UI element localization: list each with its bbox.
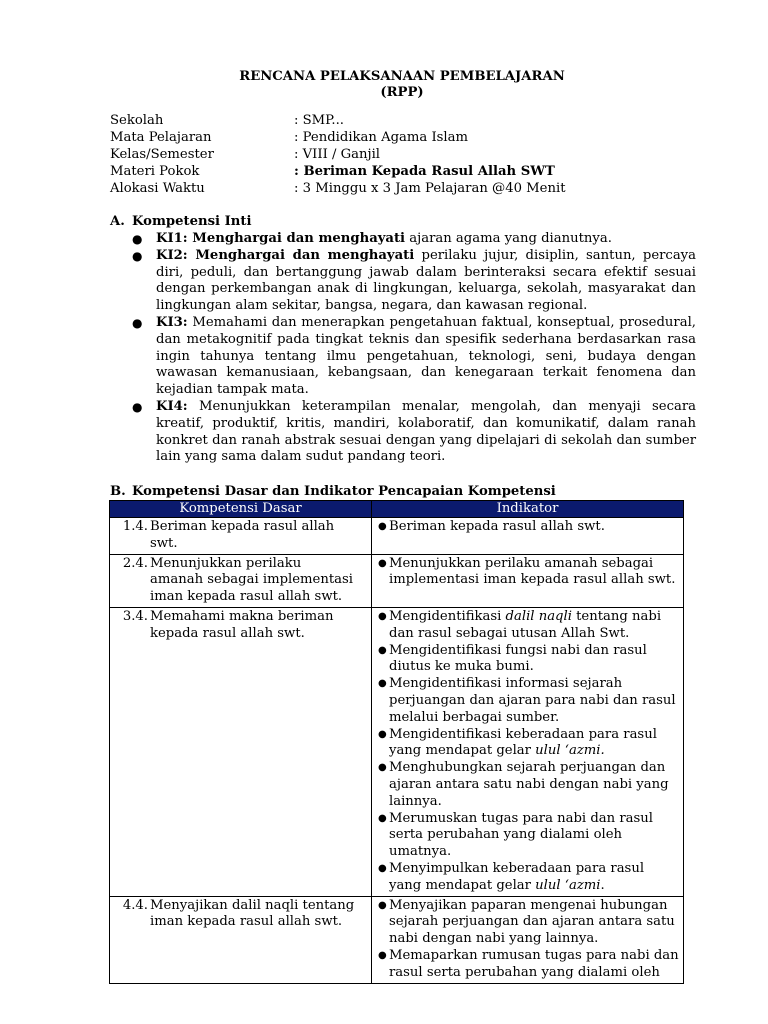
info-label: Sekolah [110,113,164,128]
info-label: Alokasi Waktu [110,181,205,196]
info-value: : Beriman Kepada Rasul Allah SWT [294,164,555,179]
table-row [110,554,684,607]
table-header-row [110,501,684,518]
info-value: : VIII / Ganjil [294,147,381,162]
info-row [110,113,710,130]
info-table [110,113,710,198]
indicator-italic: ulul ‘azmi [535,877,601,893]
list-item [372,760,680,810]
kd-text: Beriman kepada rasul allah swt. [150,519,335,551]
info-row [110,164,710,181]
info-row [110,147,710,164]
list-item [372,676,680,726]
list-item [372,609,680,643]
section-letter: A. [110,214,125,229]
kd-text: Menunjukkan perilaku amanah sebagai implementasi iman kepada rasul allah swt. [150,555,353,605]
list-item [110,315,696,399]
kd-number: 3.4. [122,608,148,624]
bullet-icon: ● [378,610,387,622]
bullet-icon: ● [378,521,387,532]
document-subtitle: (RPP) [380,85,424,100]
document-title: RENCANA PELAKSANAAN PEMBELAJARAN [239,69,565,84]
bullet-icon: ● [378,644,387,656]
ki-label: KI2: Menghargai dan menghayati [156,247,415,263]
indicator-italic: ulul ‘azmi. [535,743,605,759]
indicator-list [372,609,680,895]
kd-number: 4.4. [122,897,148,913]
section-letter: B. [110,484,126,499]
section-heading [110,214,696,231]
info-label: Materi Pokok [110,164,200,179]
indicator-text: Menghubungkan sejarah perjuangan dan ajaran antara satu nabi dengan nabi yang lainnya. [389,760,669,809]
list-item [372,519,680,536]
indicator-text: Mengidentifikasi [389,608,506,624]
bullet-icon: ● [132,315,143,330]
kd-text: Memahami makna beriman kepada rasul allah swt. [150,608,334,641]
kd-cell [110,896,372,983]
bullet-icon: ● [132,399,143,414]
list-item [372,727,680,761]
kd-number: 2.4. [122,555,148,571]
kd-table [109,500,684,984]
list-item [372,861,680,895]
ki-text: ajaran agama yang dianutnya. [405,231,612,246]
ki-text: Menunjukkan keterampilan menalar, mengolah, dan menyaji secara kreatif, produktif, kritis, mandiri, kolaboratif, dan komunikatif, dalam ranah konkret dan ranah abstrak sesuai dengan yang dipelajari di sekolah dan sumber lain yang sama dalam sudut pandang teori. [156,398,696,465]
column-header-indikator: Indikator [372,501,684,518]
ki-label: KI3: [156,314,188,330]
ki-label: KI1: Menghargai dan menghayati [156,231,406,246]
kd-text: Menyajikan dalil naqli tentang iman kepada rasul allah swt. [150,897,355,930]
kd-cell [110,607,372,896]
list-item [372,556,680,590]
indicator-text: Menyajikan paparan mengenai hubungan sejarah perjuangan dan ajaran antara satu nabi dengan nabi yang lainnya. [389,897,675,947]
list-item [110,248,696,315]
bullet-icon: ● [378,678,387,690]
indicator-text: Merumuskan tugas para nabi dan rasul serta perubahan yang dialami oleh umatnya. [389,810,653,860]
list-item [372,811,680,861]
indicator-text: Beriman kepada rasul allah swt. [389,519,605,534]
indicator-text: Menyimpulkan keberadaan para rasul yang mendapat gelar [389,860,645,893]
bullet-icon: ● [378,762,387,774]
kd-cell [110,554,372,607]
section-kompetensi-dasar-heading [110,484,685,501]
kd-cell [110,518,372,555]
section-kompetensi-inti [110,214,696,466]
info-value: : Pendidikan Agama Islam [294,130,469,145]
table-row [110,518,684,555]
indicator-text: Mengidentifikasi fungsi nabi dan rasul diutus ke muka bumi. [389,642,647,675]
indicator-text: Mengidentifikasi informasi sejarah perjuangan dan ajaran para nabi dan rasul melalui berbagai sumber. [389,676,676,725]
info-row [110,130,710,147]
info-row [110,181,710,198]
bullet-icon: ● [378,899,387,911]
indicator-text: Mengidentifikasi keberadaan para rasul yang mendapat gelar [389,726,657,759]
info-label: Mata Pelajaran [110,130,212,145]
ki-label: KI4: [156,398,188,414]
kd-number: 1.4. [122,519,148,534]
indicator-text: . [600,877,605,893]
bullet-icon: ● [378,949,387,961]
ki-list [110,231,696,466]
indicator-list [372,898,680,982]
list-item [110,231,696,248]
info-label: Kelas/Semester [110,147,214,162]
bullet-icon: ● [378,728,387,740]
indicator-italic: dalil naqli [505,608,572,624]
section-heading-text: Kompetensi Dasar dan Indikator Pencapaian Kompetensi [132,484,556,499]
ki-text: Memahami dan menerapkan pengetahuan faktual, konseptual, prosedural, dan metakognitif pada tingkat teknis dan spesifik sederhana berdasarkan rasa ingin tahunya tentang ilmu pengetahuan, teknologi, seni, budaya dengan wawasan kemanusiaan, kebangsaan, dan kenegaraan terkait fenomena dan kejadian tampak mata. [156,314,696,398]
bullet-icon: ● [132,232,143,246]
indicator-text: tentang nabi dan rasul sebagai utusan Allah Swt. [389,608,662,641]
list-item [372,643,680,677]
indicator-cell [372,607,684,896]
table-row [110,607,684,896]
info-value: : SMP... [294,113,344,128]
ki-text: perilaku jujur, disiplin, santun, percaya diri, peduli, dan bertanggung jawab dalam berinteraksi secara efektif sesuai dengan perkembangan anak di lingkungan, keluarga, sekolah, masyarakat dan lingkungan alam sekitar, bangsa, negara, dan kawasan regional. [156,247,696,314]
indicator-list [372,556,680,590]
list-item [372,898,680,948]
indicator-cell [372,896,684,983]
section-heading-text: Kompetensi Inti [132,214,252,229]
table-row [110,896,684,983]
indicator-list [372,519,680,536]
bullet-icon: ● [378,812,387,824]
indicator-cell [372,518,684,555]
document-title-block [0,69,768,101]
indicator-cell [372,554,684,607]
list-item [372,948,680,982]
bullet-icon: ● [132,248,143,263]
list-item [110,399,696,466]
info-value: : 3 Minggu x 3 Jam Pelajaran @40 Menit [294,181,566,196]
column-header-kd: Kompetensi Dasar [110,501,372,518]
indicator-text: Menunjukkan perilaku amanah sebagai implementasi iman kepada rasul allah swt. [389,555,676,588]
indicator-text: Memaparkan rumusan tugas para nabi dan rasul serta perubahan yang dialami oleh [389,947,679,980]
bullet-icon: ● [378,862,387,874]
bullet-icon: ● [378,557,387,569]
